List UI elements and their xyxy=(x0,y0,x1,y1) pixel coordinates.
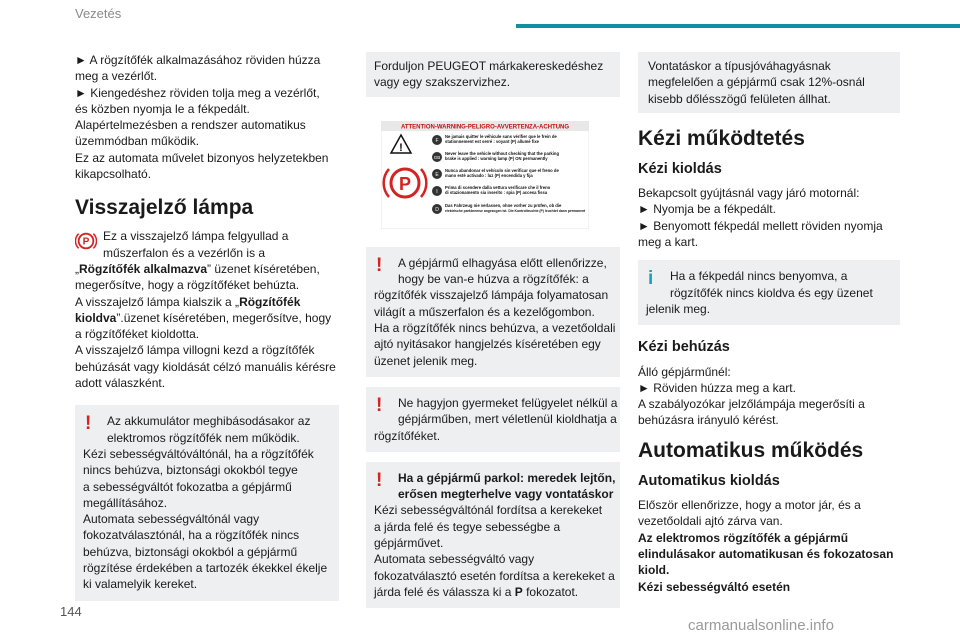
text-line: Automata sebességváltó vagy xyxy=(374,552,535,567)
text-line: Először ellenőrizze, hogy a motor jár, és a xyxy=(638,498,861,513)
header-accent-bar xyxy=(516,24,960,28)
intro-text xyxy=(75,52,339,182)
label-text: mano esté activado : luz (P) encendida y fija xyxy=(445,172,533,178)
label-text: stationnement est serré : voyant (P) allumé fixe xyxy=(445,138,540,144)
text-line: Ha a rögzítőfék nincs behúzva, a vezetőoldali xyxy=(374,321,616,336)
text-line: megerősítve, hogy a rögzítőféket behúzta. xyxy=(75,278,300,293)
column-right xyxy=(638,52,900,595)
text-line: és közben nyomja le a fékpedált. xyxy=(75,101,250,116)
text-line: Ha a fékpedál nincs benyomva, a xyxy=(670,269,848,284)
message-released-2: kioldva xyxy=(75,310,117,325)
info-box-brake-pedal xyxy=(638,260,900,325)
text-line: megfelelően a gépjármű csak 12%-osnál xyxy=(648,75,865,90)
text-line xyxy=(75,310,339,326)
message-released: Rögzítőfék xyxy=(239,294,301,309)
release-text xyxy=(638,185,900,250)
lang-code: I xyxy=(436,188,438,195)
page-number: 144 xyxy=(60,604,82,619)
label-text: Ne jamais quitter le véhicule sans vérifier que le frein de xyxy=(445,133,557,139)
text-line: Az elektromos rögzítőfék a gépjármű xyxy=(638,530,849,545)
label-header: ATTENTION-WARNING-PELIGRO-AVVERTENZA-ACHTUNG xyxy=(400,124,570,131)
text-line: ► Kiengedéshez röviden tolja meg a vezérlőt, xyxy=(75,85,320,100)
text-line: vagy egy szakszervizhez. xyxy=(374,75,511,90)
text-line: Kézi sebességváltó esetén xyxy=(638,579,791,594)
text-line: megállításához. xyxy=(83,495,168,510)
text-span: ” üzenet kíséretében, xyxy=(207,261,320,276)
text-line: rögzítőfék visszajelző lámpája folyamatosan xyxy=(374,288,609,303)
lang-code: D xyxy=(435,206,439,213)
text-span: járda felé és válassza ki a xyxy=(374,584,515,599)
text-line: adott válaszként. xyxy=(75,376,166,391)
text-line xyxy=(75,294,339,310)
text-line: a járda felé és tegye sebességbe a xyxy=(374,519,561,534)
text-line: Kézi sebességváltónál fordítsa a kerekeket xyxy=(374,503,603,518)
text-line: hogy be van-e húzva a rögzítőfék: a xyxy=(398,272,589,287)
parking-brake-icon xyxy=(75,230,97,252)
text-line: jelenik meg. xyxy=(646,301,711,316)
warning-icon: ! xyxy=(376,254,383,276)
text-line: Automata sebességváltónál vagy xyxy=(83,512,260,527)
warning-box-leave-vehicle xyxy=(366,247,620,377)
text-line: A visszajelző lámpa villogni kezd a rögzítőfék xyxy=(75,343,315,358)
label-text: Das Fahrzeug nie verlassen, ohne vorher zu prüfen, ob die xyxy=(445,202,562,208)
text-span: A visszajelző lámpa kialszik a „ xyxy=(75,294,240,309)
text-line: elektromos rögzítőfék nem működik. xyxy=(107,430,300,445)
text-line: ► A rögzítőfék alkalmazásához röviden húzza xyxy=(75,53,321,67)
text-line: Bekapcsolt gyújtásnál vagy járó motornál: xyxy=(638,186,860,201)
warning-box-battery xyxy=(75,405,339,600)
text-line: meg a vezérlőt. xyxy=(75,69,158,84)
text-line: gépjárműben, mert véletlenül kioldhatja a xyxy=(398,412,617,427)
text-line: nincs behúzva, biztonsági okokból tegye xyxy=(83,463,298,478)
text-line: kisebb dőlésszögű felületen állhat. xyxy=(648,91,831,106)
text-line: Az akkumulátor meghibásodásakor az xyxy=(107,414,311,429)
apply-text xyxy=(638,364,900,429)
text-span: ”.üzenet kíséretében, megerősítve, hogy xyxy=(116,310,332,325)
gear-p: P xyxy=(514,584,523,599)
text-line: fokozatválasztó esetén fordítsa a kerekeket a xyxy=(374,568,615,583)
text-line: A szabályozókar jelzőlámpája megerősíti a xyxy=(638,397,865,412)
towing-note xyxy=(638,52,900,113)
text-line: Ne hagyjon gyermeket felügyelet nélkül a xyxy=(398,395,618,410)
heading-manual-operation: Kézi működtetés xyxy=(638,126,805,150)
text-line: a rögzítőféket kioldotta. xyxy=(75,327,200,342)
text-line: a sebességváltót fokozatba a gépjármű xyxy=(83,479,292,494)
heading-warning-lamp: Visszajelző lámpa xyxy=(75,196,254,220)
column-left xyxy=(75,52,339,611)
text-line: ► Benyomott fékpedál mellett röviden nyomja xyxy=(638,218,883,233)
text-line: rögzítése érdekében a tartozék ékekkel ékelje xyxy=(83,561,328,576)
label-text: Prima di scendere dalla vettura verificare che il freno xyxy=(445,184,551,190)
text-line: behúzását vagy kioldását célzó manuális kérésre xyxy=(75,359,336,374)
text-line: kiold. xyxy=(638,563,670,578)
svg-text:!: ! xyxy=(399,141,403,154)
heading-manual-apply: Kézi behúzás xyxy=(638,339,730,356)
message-applied: Rögzítőfék alkalmazva xyxy=(79,261,208,276)
label-text: elektrische parkbremse angezogen ist. Die Kontrolleuchte (P) leuchtet dann permanent xyxy=(445,208,586,213)
warning-box-parking xyxy=(366,462,620,608)
quote-open: „ xyxy=(75,261,79,276)
info-icon: i xyxy=(648,268,654,290)
text-line: Álló gépjárműnél: xyxy=(638,364,731,379)
heading-automatic-operation: Automatikus működés xyxy=(638,438,864,462)
text-line: világít a műszerfalon és a kezelőgombon. xyxy=(374,304,595,319)
text-line xyxy=(374,584,612,600)
text-line: Kézi sebességváltóváltónál, ha a rögzítőfék xyxy=(83,446,314,461)
label-text: Nunca abandonar el vehículo sin verificar que el freno de xyxy=(445,167,559,173)
text-line: ajtó nyitásakor hangjelzés kíséretében egy xyxy=(374,337,601,352)
text-line: meg a kart. xyxy=(638,235,699,250)
column-middle xyxy=(366,52,620,618)
text-line: Ez a visszajelző lámpa felgyullad a xyxy=(103,229,289,244)
watermark: carmanualsonline.info xyxy=(688,617,834,634)
lang-code: GB xyxy=(433,154,441,160)
text-line: Ha a gépjármű parkol: meredek lejtőn, xyxy=(398,470,616,485)
text-line: Ez az automata művelet bizonyos helyzetekben xyxy=(75,150,329,165)
text-line: elindulásakor automatikusan és fokozatosan xyxy=(638,546,894,561)
label-text: Never leave the vehicle without checking that the parking xyxy=(445,150,560,156)
svg-text:P: P xyxy=(82,237,90,249)
text-line: ► Nyomja be a fékpedált. xyxy=(638,202,776,217)
text-line: behúzva, biztonsági okokból a gépjármű xyxy=(83,544,298,559)
warning-icon: ! xyxy=(376,469,383,491)
heading-automatic-release: Automatikus kioldás xyxy=(638,472,780,489)
warning-box-children xyxy=(366,387,620,452)
text-line: üzenet jelenik meg. xyxy=(374,353,478,368)
lamp-text xyxy=(75,261,339,391)
text-line: vezetőoldali ajtó zárva van. xyxy=(638,514,783,529)
section-title: Vezetés xyxy=(75,6,122,21)
text-line: erősen megterhelve vagy vontatáskor xyxy=(398,487,614,502)
text-line: műszerfalon és a vezérlőn is a xyxy=(103,245,266,260)
lang-code: E xyxy=(435,171,439,178)
text-line: Forduljon PEUGEOT márkakereskedéshez xyxy=(374,59,604,73)
svg-text:P: P xyxy=(398,173,412,194)
text-line: A gépjármű elhagyása előtt ellenőrizze, xyxy=(398,255,607,270)
label-text: di stazionamento sia inserito : spia (P) accesa fissa xyxy=(445,189,548,195)
lang-code: F xyxy=(435,137,439,144)
text-line: behúzásra irányuló kérést. xyxy=(638,413,779,428)
text-line xyxy=(75,261,339,277)
text-span: fokozatot. xyxy=(522,584,579,599)
label-text: brake is applied : warning lamp (P) ON permanently xyxy=(445,155,548,161)
text-line: Vontatáskor a típusjóváhagyásnak xyxy=(648,59,831,73)
text-line: üzemmódban működik. xyxy=(75,134,200,149)
text-line: rögzítőféket. xyxy=(374,428,441,443)
lamp-intro xyxy=(75,228,339,261)
text-line: kikapcsolható. xyxy=(75,167,152,182)
text-line: gépjárművet. xyxy=(374,536,444,551)
text-line: ki valamelyik kereket. xyxy=(83,577,198,592)
text-line: ► Röviden húzza meg a kart. xyxy=(638,380,796,395)
dealer-note xyxy=(366,52,620,97)
warning-icon: ! xyxy=(376,394,383,416)
auto-text xyxy=(638,497,900,595)
text-line: Alapértelmezésben a rendszer automatikus xyxy=(75,118,306,133)
warning-icon: ! xyxy=(85,413,92,435)
text-line: fokozatválasztónál, ha a rögzítőfék nincs xyxy=(83,528,300,543)
warning-label-image xyxy=(381,121,589,229)
text-line: rögzítőfék nincs kioldva és egy üzenet xyxy=(670,285,873,300)
heading-manual-release: Kézi kioldás xyxy=(638,160,722,177)
